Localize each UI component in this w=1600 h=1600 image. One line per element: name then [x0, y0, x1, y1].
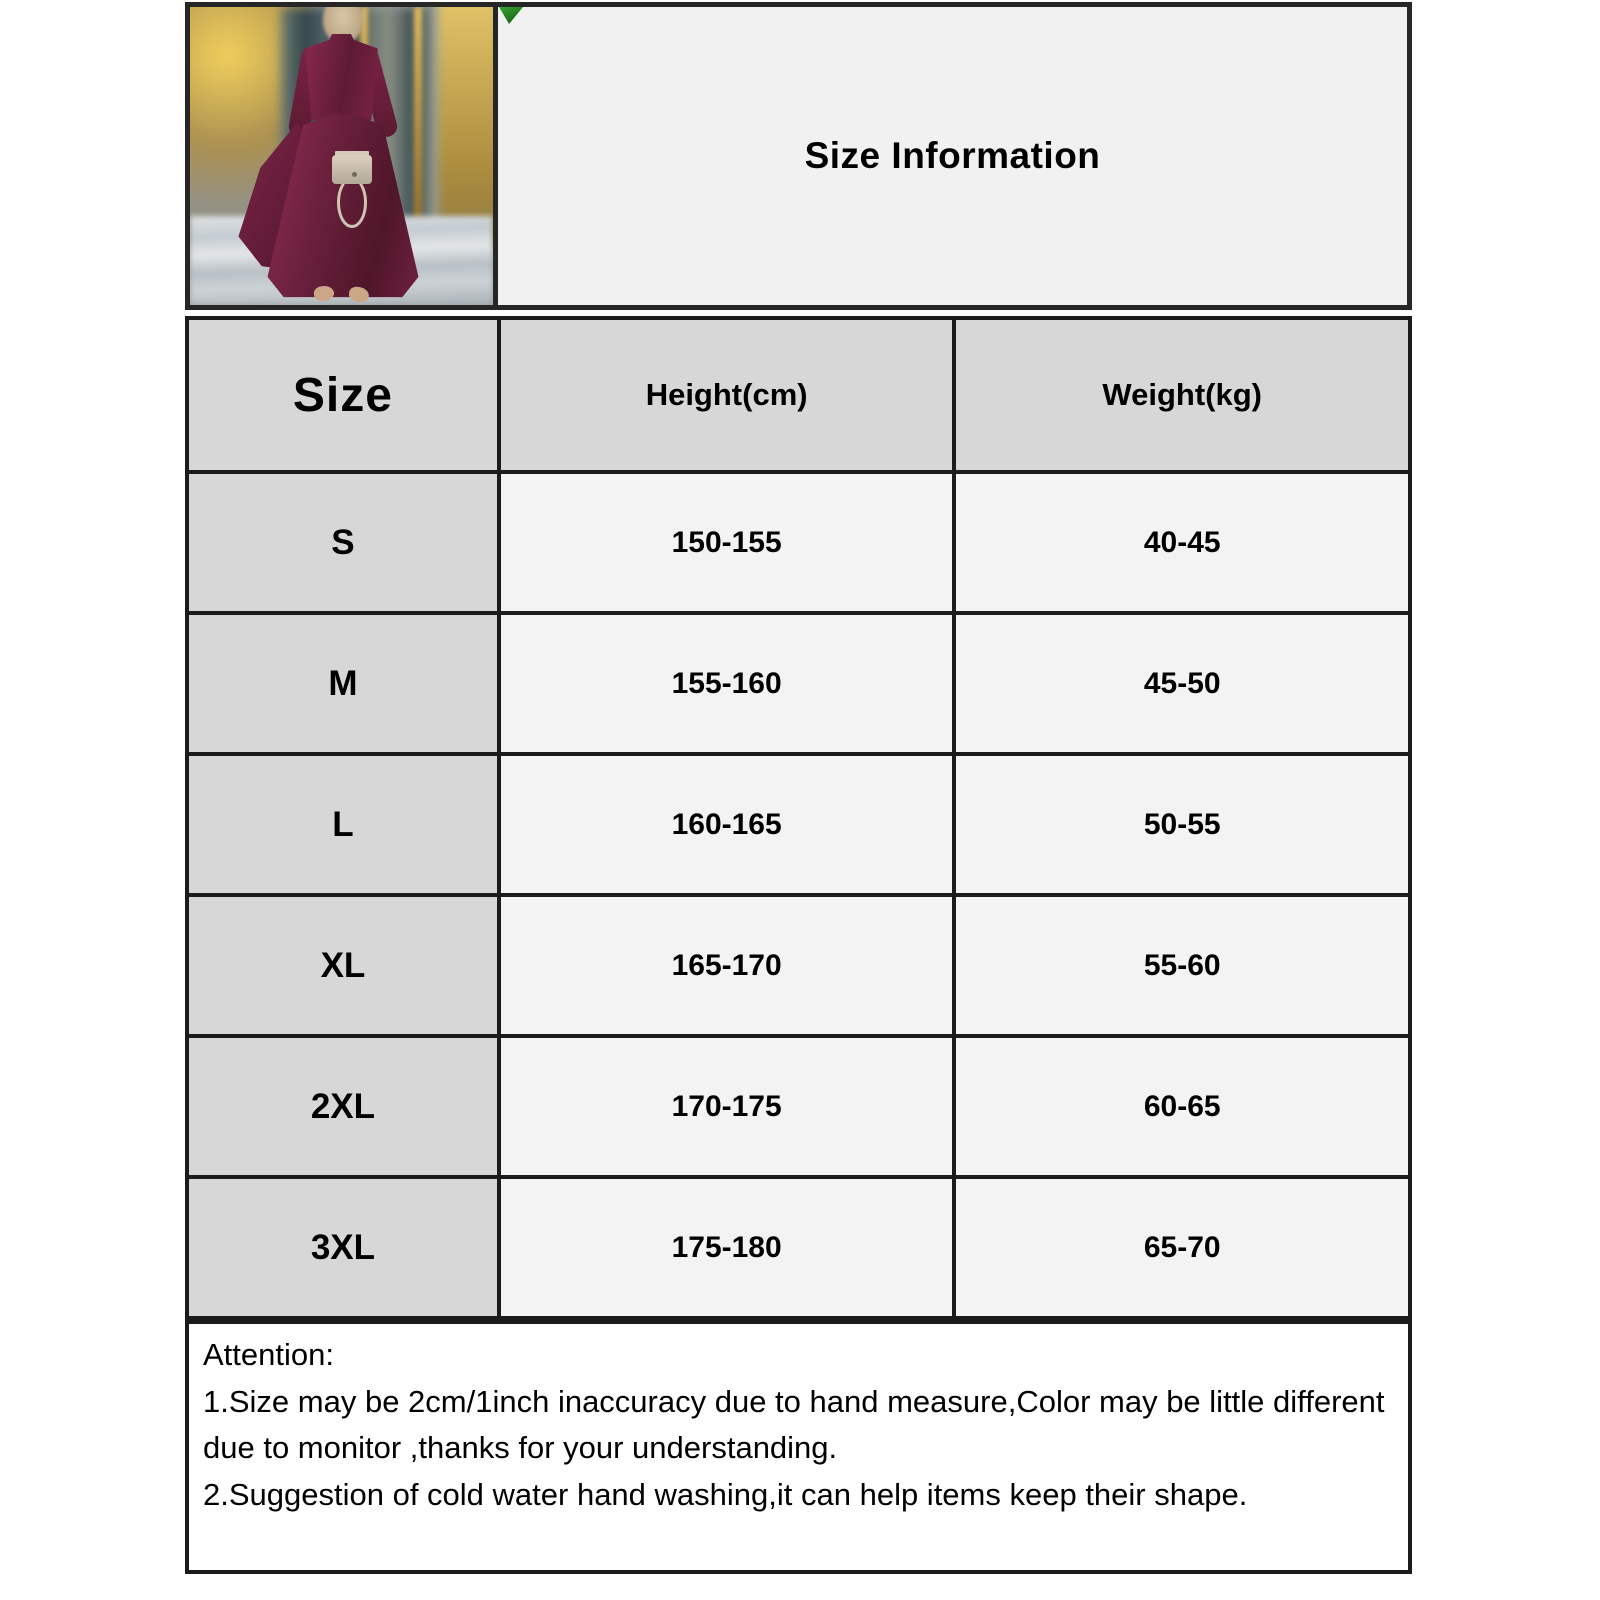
table-row	[187, 1036, 1410, 1177]
attention-note: 1.Size may be 2cm/1inch inaccuracy due to hand measure,Color may be little different due to monitor ,thanks for your understanding.	[203, 1383, 1385, 1465]
green-triangle-icon	[499, 7, 523, 24]
height-cell: 160-165	[499, 754, 955, 895]
content-area	[185, 2, 1412, 1574]
weight-cell: 55-60	[954, 895, 1410, 1036]
dress-bodice	[305, 34, 378, 120]
attention-note: 2.Suggestion of cold water hand washing,it can help items keep their shape.	[203, 1476, 1248, 1512]
handbag-strap	[337, 177, 367, 228]
title-cell	[498, 2, 1412, 310]
weight-cell: 65-70	[954, 1177, 1410, 1318]
top-row	[185, 2, 1412, 310]
table-row	[187, 472, 1410, 613]
weight-cell: 45-50	[954, 613, 1410, 754]
size-cell: L	[187, 754, 499, 895]
weight-cell: 40-45	[954, 472, 1410, 613]
size-cell: 3XL	[187, 1177, 499, 1318]
size-cell: M	[187, 613, 499, 754]
attention-heading: Attention:	[203, 1337, 334, 1372]
col-header-size: Size	[187, 318, 499, 472]
model-figure	[190, 7, 493, 305]
size-cell: XL	[187, 895, 499, 1036]
height-cell: 175-180	[499, 1177, 955, 1318]
table-row	[187, 895, 1410, 1036]
size-table	[185, 316, 1412, 1320]
table-row	[187, 613, 1410, 754]
weight-cell: 50-55	[954, 754, 1410, 895]
height-cell: 155-160	[499, 613, 955, 754]
col-header-height: Height(cm)	[499, 318, 955, 472]
height-cell: 170-175	[499, 1036, 955, 1177]
height-cell: 165-170	[499, 895, 955, 1036]
weight-cell: 60-65	[954, 1036, 1410, 1177]
height-cell: 150-155	[499, 472, 955, 613]
size-cell: S	[187, 472, 499, 613]
product-photo	[185, 2, 498, 310]
attention-section	[185, 1320, 1412, 1574]
handbag-clasp	[352, 172, 357, 177]
table-row	[187, 1177, 1410, 1318]
col-header-weight: Weight(kg)	[954, 318, 1410, 472]
size-cell: 2XL	[187, 1036, 499, 1177]
table-header-row	[187, 318, 1410, 472]
table-row	[187, 754, 1410, 895]
page-title: Size Information	[804, 135, 1101, 176]
handbag-icon	[332, 155, 371, 185]
